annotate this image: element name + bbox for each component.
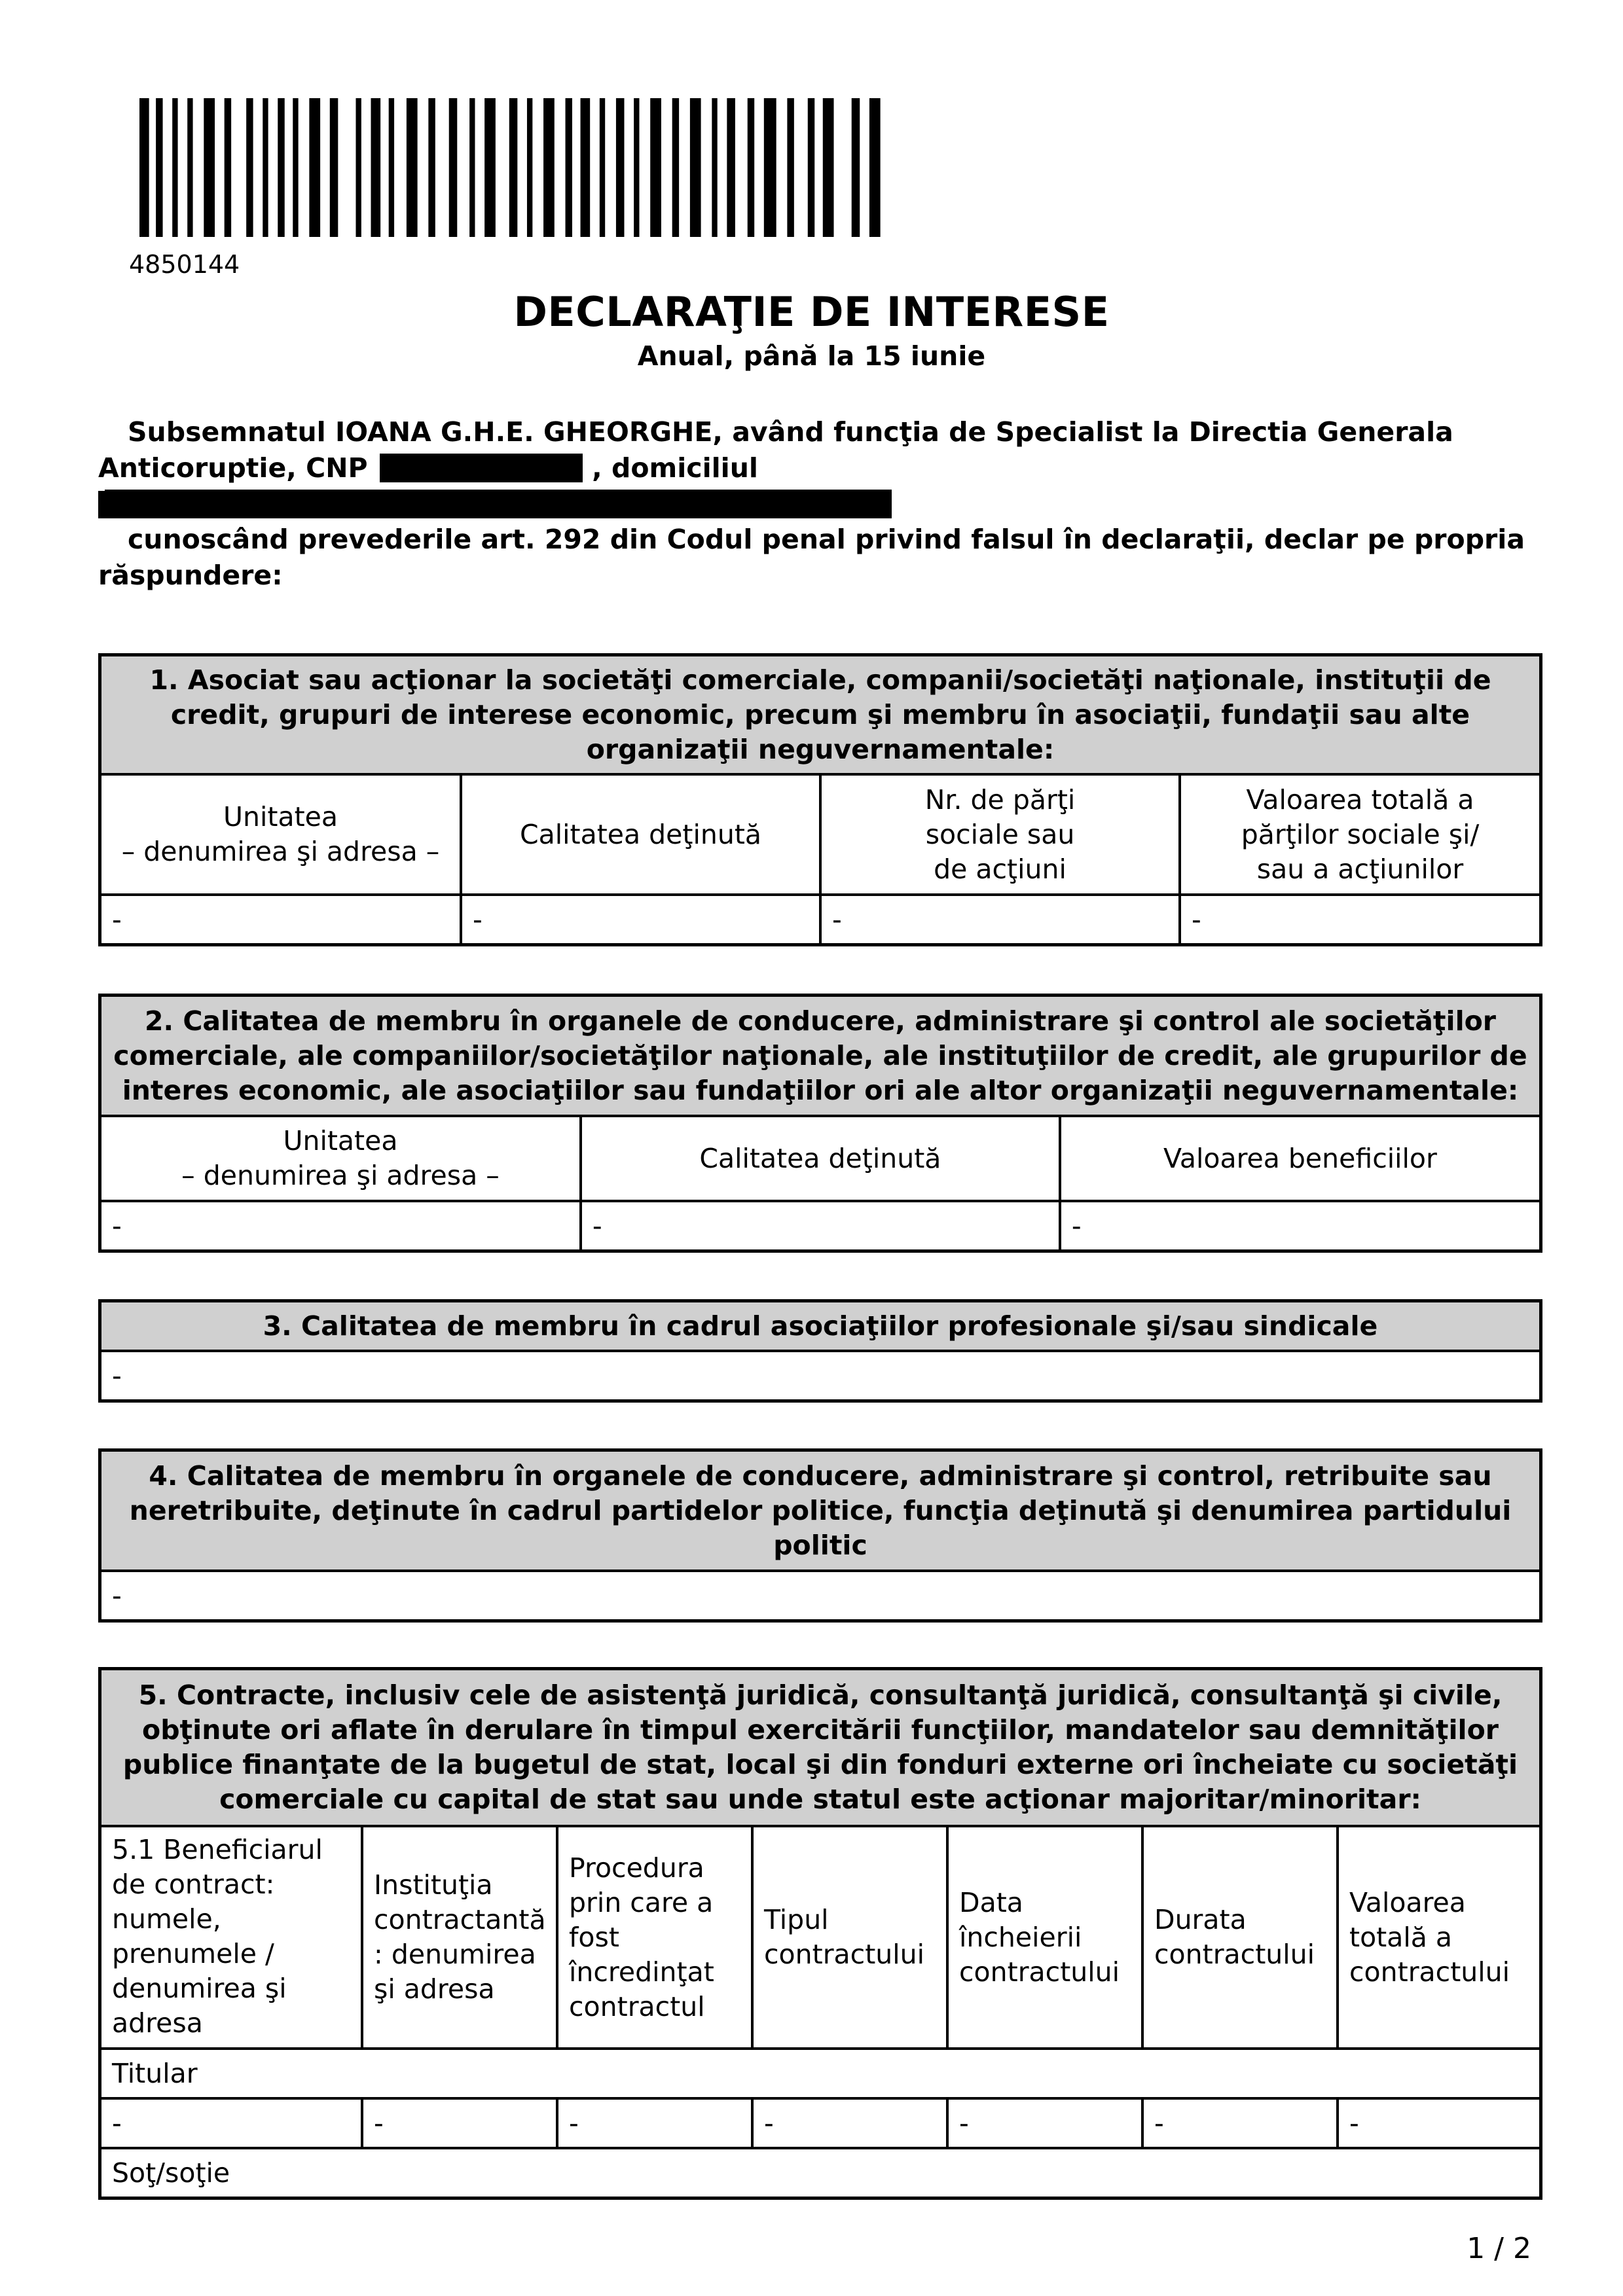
barcode-bar — [293, 98, 298, 237]
table-cell: - — [947, 2098, 1142, 2148]
s2-col-benefits: Valoarea beneficiilor — [1060, 1116, 1539, 1201]
s5-col-institution: Instituţia contractantă : denumirea şi adresa — [362, 1826, 557, 2049]
table-cell: - — [1338, 2098, 1539, 2148]
barcode-bar — [449, 98, 458, 237]
barcode-bar — [278, 98, 284, 237]
table-cell: - — [1180, 895, 1539, 943]
barcode-bar — [371, 98, 381, 237]
section-3-title: 3. Calitatea de membru în cadrul asociaţiilor profesionale şi/sau sindicale — [101, 1302, 1539, 1351]
barcode-bar — [650, 98, 661, 237]
barcode — [139, 98, 886, 237]
barcode-bar — [764, 98, 776, 237]
barcode-bar — [712, 98, 717, 237]
redacted-cnp — [380, 454, 583, 482]
section-1 — [98, 653, 1542, 946]
barcode-bar — [543, 98, 555, 237]
s5-titular-label: Titular — [101, 2049, 1539, 2098]
table-cell: - — [1142, 2098, 1338, 2148]
s2-col-unit: Unitatea – denumirea şi adresa – — [101, 1116, 581, 1201]
s5-col-type: Tipul contractului — [752, 1826, 947, 2049]
barcode-bar — [204, 98, 215, 237]
table-cell: - — [557, 2098, 752, 2148]
table-cell: - — [101, 2098, 362, 2148]
barcode-bar — [808, 98, 814, 237]
barcode-bar — [616, 98, 625, 237]
intro-line-3 — [98, 522, 1525, 558]
barcode-bar — [172, 98, 177, 237]
barcode-bar — [389, 98, 394, 237]
s1-col-unit: Unitatea – denumirea şi adresa – — [101, 774, 461, 895]
intro-text-1: Subsemnatul IOANA G.H.E. GHEORGHE, având funcţia de Specialist la Directia Generala — [128, 416, 1453, 448]
s5-spouse-label: Soţ/soţie — [101, 2148, 1539, 2197]
s5-col-duration: Durata contractului — [1142, 1826, 1338, 2049]
barcode-bar — [309, 98, 320, 237]
barcode-bar — [581, 98, 591, 237]
intro-text-4: răspundere: — [98, 560, 283, 591]
barcode-bar — [787, 98, 793, 237]
barcode-bar — [156, 98, 162, 237]
barcode-bar — [823, 98, 834, 237]
document-number: 4850144 — [129, 250, 240, 279]
intro-line-4 — [98, 558, 1525, 594]
barcode-bar — [139, 98, 149, 237]
intro-text-2b: , domiciliul — [592, 452, 758, 484]
barcode-bar — [225, 98, 231, 237]
s1-col-value: Valoarea totală a părţilor sociale şi/ sau a acţiunilor — [1180, 774, 1539, 895]
barcode-bar — [748, 98, 754, 237]
s5-col-value: Valoarea totală a contractului — [1338, 1826, 1539, 2049]
s5-col-procedure: Procedura prin care a fost încredinţat contractul — [557, 1826, 752, 2049]
barcode-bar — [634, 98, 639, 237]
intro-text-2a: Anticoruptie, CNP — [98, 452, 368, 484]
intro-text-3: cunoscând prevederile art. 292 din Codul penal privind falsul în declaraţii, declar pe propria — [128, 524, 1525, 555]
s5-col-date: Data încheierii contractului — [947, 1826, 1142, 2049]
barcode-bar — [600, 98, 605, 237]
section-2-title: 2. Calitatea de membru în organele de conducere, administrare şi control ale societăţilor comerciale, ale companiilor/societăţilor naţionale, ale instituţiilor de credit, ale grupurilor de interes economic, ale asociaţiilor sau fundaţiilor ori ale altor organizaţii neguvernamentale: — [101, 997, 1539, 1116]
page-subtitle: Anual, până la 15 iunie — [637, 340, 986, 372]
section-2 — [98, 994, 1542, 1253]
table-cell: - — [101, 1201, 581, 1249]
barcode-bar — [566, 98, 572, 237]
table-cell: - — [752, 2098, 947, 2148]
barcode-bar — [484, 98, 496, 237]
table-cell: - — [101, 895, 461, 943]
s5-col-beneficiary: 5.1 Beneficiarul de contract: numele, prenumele / denumirea şi adresa — [101, 1826, 362, 2049]
intro-line-1 — [98, 414, 1525, 450]
table-cell: - — [581, 1201, 1060, 1249]
barcode-bar — [407, 98, 418, 237]
table-cell: - — [1060, 1201, 1539, 1249]
barcode-bar — [330, 98, 338, 237]
barcode-bar — [727, 98, 735, 237]
section-4-title: 4. Calitatea de membru în organele de conducere, administrare şi control, retribuite sau neretribuite, deţinute în cadrul partidelor politice, funcţia deţinută şi denumirea partidului politic — [101, 1452, 1539, 1571]
barcode-bar — [527, 98, 532, 237]
barcode-bar — [428, 98, 435, 237]
section-4 — [98, 1448, 1542, 1623]
section-5-title: 5. Contracte, inclusiv cele de asistenţă juridică, consultanţă juridică, consultanţă şi civile, obţinute ori aflate în derulare în timpul exercitării funcţiilor, mandatelor sau demnităţilor publice finanţate de la bugetul de stat, local şi din fonduri externe ori încheiate cu societăţi comerciale cu capital de stat sau unde statul este acţionar majoritar/minoritar: — [101, 1670, 1539, 1826]
barcode-bar — [672, 98, 679, 237]
page-title: DECLARAŢIE DE INTERESE — [513, 288, 1110, 336]
barcode-bar — [690, 98, 701, 237]
barcode-bar — [246, 98, 253, 237]
barcode-bar — [852, 98, 860, 237]
table-cell: - — [461, 895, 820, 943]
section-3 — [98, 1299, 1542, 1403]
table-cell: - — [101, 1571, 1539, 1619]
s1-col-shares: Nr. de părţi sociale sau de acţiuni — [820, 774, 1180, 895]
barcode-bar — [869, 98, 881, 237]
barcode-bar — [187, 98, 192, 237]
section-5 — [98, 1667, 1542, 2200]
s2-col-role: Calitatea deţinută — [581, 1116, 1060, 1201]
redacted-address-cont — [98, 491, 348, 518]
table-cell: - — [101, 1351, 1539, 1399]
barcode-bar — [263, 98, 268, 237]
section-1-title: 1. Asociat sau acţionar la societăţi comerciale, companii/societăţi naţionale, instituţii de credit, grupuri de interese economic, precum şi membru în asociaţii, fundaţii sau alte organizaţii neguvernamentale: — [101, 656, 1539, 774]
barcode-bar — [509, 98, 518, 237]
page-number: 1 / 2 — [1467, 2232, 1531, 2265]
barcode-bar — [356, 98, 361, 237]
table-cell: - — [820, 895, 1180, 943]
s1-col-role: Calitatea deţinută — [461, 774, 820, 895]
table-cell: - — [362, 2098, 557, 2148]
barcode-bar — [469, 98, 475, 237]
